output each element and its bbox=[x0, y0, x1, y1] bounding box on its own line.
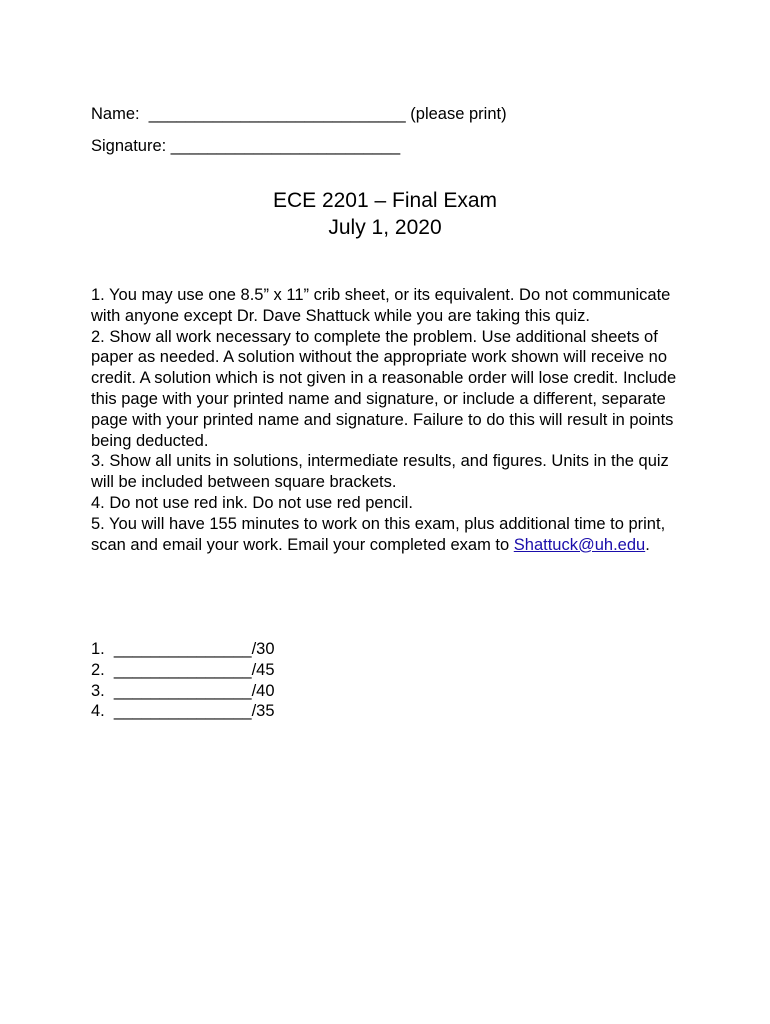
instruction-2: 2. Show all work necessary to complete the problem. Use additional sheets of paper as needed. A solution without the appropriate work shown will receive no credit. A solution which is not given in a reasonable order will lose credit. Include this page with your printed name and signature, or include a different, separate page with your printed name and signature. Failure to do this will result in points being deducted. bbox=[91, 327, 677, 450]
signature-line: Signature: _________________________ bbox=[91, 137, 401, 155]
instruction-4: 4. Do not use red ink. Do not use red pencil. bbox=[91, 493, 413, 512]
instruction-5 bbox=[91, 514, 691, 556]
exam-title: ECE 2201 – Final Exam bbox=[272, 189, 498, 212]
exam-date: July 1, 2020 bbox=[328, 216, 442, 239]
instructions-block bbox=[91, 285, 691, 555]
score-table bbox=[91, 639, 275, 722]
instruction-5-end: . bbox=[645, 535, 650, 554]
email-link[interactable]: Shattuck@uh.edu bbox=[513, 535, 646, 554]
instruction-5-text: 5. You will have 155 minutes to work on this exam, plus additional time to print, scan and email your work. Email your completed exam to bbox=[91, 514, 666, 554]
instruction-3: 3. Show all units in solutions, intermediate results, and figures. Units in the quiz will be included between square brackets. bbox=[91, 452, 669, 492]
instruction-1: 1. You may use one 8.5” x 11” crib sheet, or its equivalent. Do not communicate with anyone except Dr. Dave Shattuck while you are taking this quiz. bbox=[91, 286, 671, 325]
score-row-4: 4. _______________/35 bbox=[91, 702, 275, 721]
score-row-1: 1. _______________/30 bbox=[91, 640, 275, 658]
name-line: Name: ____________________________ (please print) bbox=[91, 105, 507, 123]
score-row-2: 2. _______________/45 bbox=[91, 660, 275, 679]
score-row-3: 3. _______________/40 bbox=[91, 681, 275, 700]
